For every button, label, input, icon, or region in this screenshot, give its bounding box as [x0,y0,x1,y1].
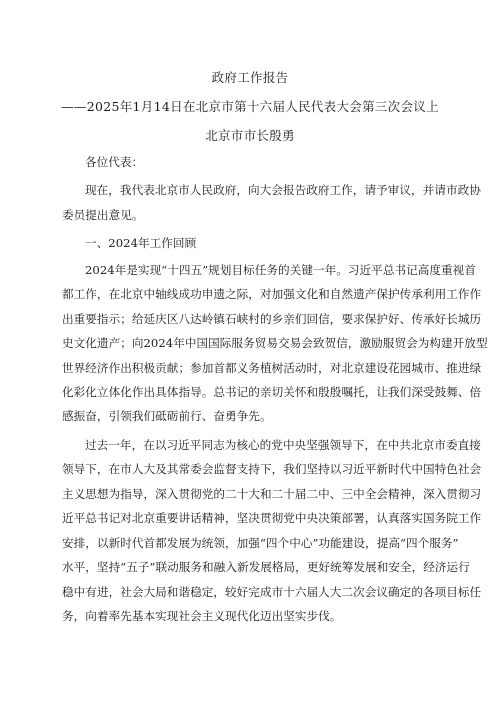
paragraph1-line: 史文化遗产；向2024年中国国际服务贸易交易会致贺信，激励服贸会为构建开放型 [62,336,488,350]
paragraph2-line: 务，向着率先基本实现社会主义现代化迈出坚实步伐。 [62,609,342,623]
report-subtitle: ——2025年1月14日在北京市第十六届人民代表大会第三次会议上 [61,99,439,114]
paragraph1-line: 感振奋，引领我们砥砺前行、奋勇争先。 [62,409,272,423]
paragraph1-line: 化彩化立体化作出具体指导。总书记的亲切关怀和殷殷嘱托，让我们深受鼓舞、倍 [62,385,482,399]
paragraph2-line: 领导下，在市人大及其常委会监督支持下，我们坚持以习近平新时代中国特色社会 [62,462,482,476]
paragraph2-line: 近平总书记对北京重要讲话精神，坚决贯彻党中央决策部署，认真落实国务院工作 [62,511,482,525]
section-heading: 一、2024年工作回顾 [85,236,197,250]
intro-line: 现在，我代表北京市人民政府，向大会报告政府工作，请予审议，并请市政协 [85,183,481,197]
salutation: 各位代表： [85,155,144,169]
paragraph1-line: 2024年是实现“十四五”规划目标任务的关键一年。习近平总书记高度重视首 [85,263,476,277]
report-author: 北京市市长殷勇 [205,128,295,143]
paragraph1-line: 世界经济作出积极贡献；参加首都义务植树活动时，对北京建设花园城市、推进绿 [62,361,482,375]
paragraph1-line: 都工作，在北京中轴线成功申遗之际，对加强文化和自然遗产保护传承利用工作作 [62,287,482,301]
report-title: 政府工作报告 [211,70,289,85]
paragraph2-line: 安排，以新时代首都发展为统领，加强“四个中心”功能建设，提高“四个服务” [62,536,459,550]
paragraph2-line: 水平，坚持“五子”联动服务和融入新发展格局，更好统筹发展和安全，经济运行 [62,560,470,574]
intro-line: 委员提出意见。 [62,208,144,222]
paragraph2-line: 主义思想为指导，深入贯彻党的二十大和二十届二中、三中全会精神，深入贯彻习 [62,487,482,501]
paragraph2-line: 过去一年，在以习近平同志为核心的党中央坚强领导下，在中共北京市委直接 [85,438,481,452]
paragraph1-line: 出重要指示；给延庆区八达岭镇石峡村的乡亲们回信，要求保护好、传承好长城历 [62,312,482,326]
paragraph2-line: 稳中有进，社会大局和谐稳定，较好完成市十六届人大二次会议确定的各项目标任 [62,585,482,599]
